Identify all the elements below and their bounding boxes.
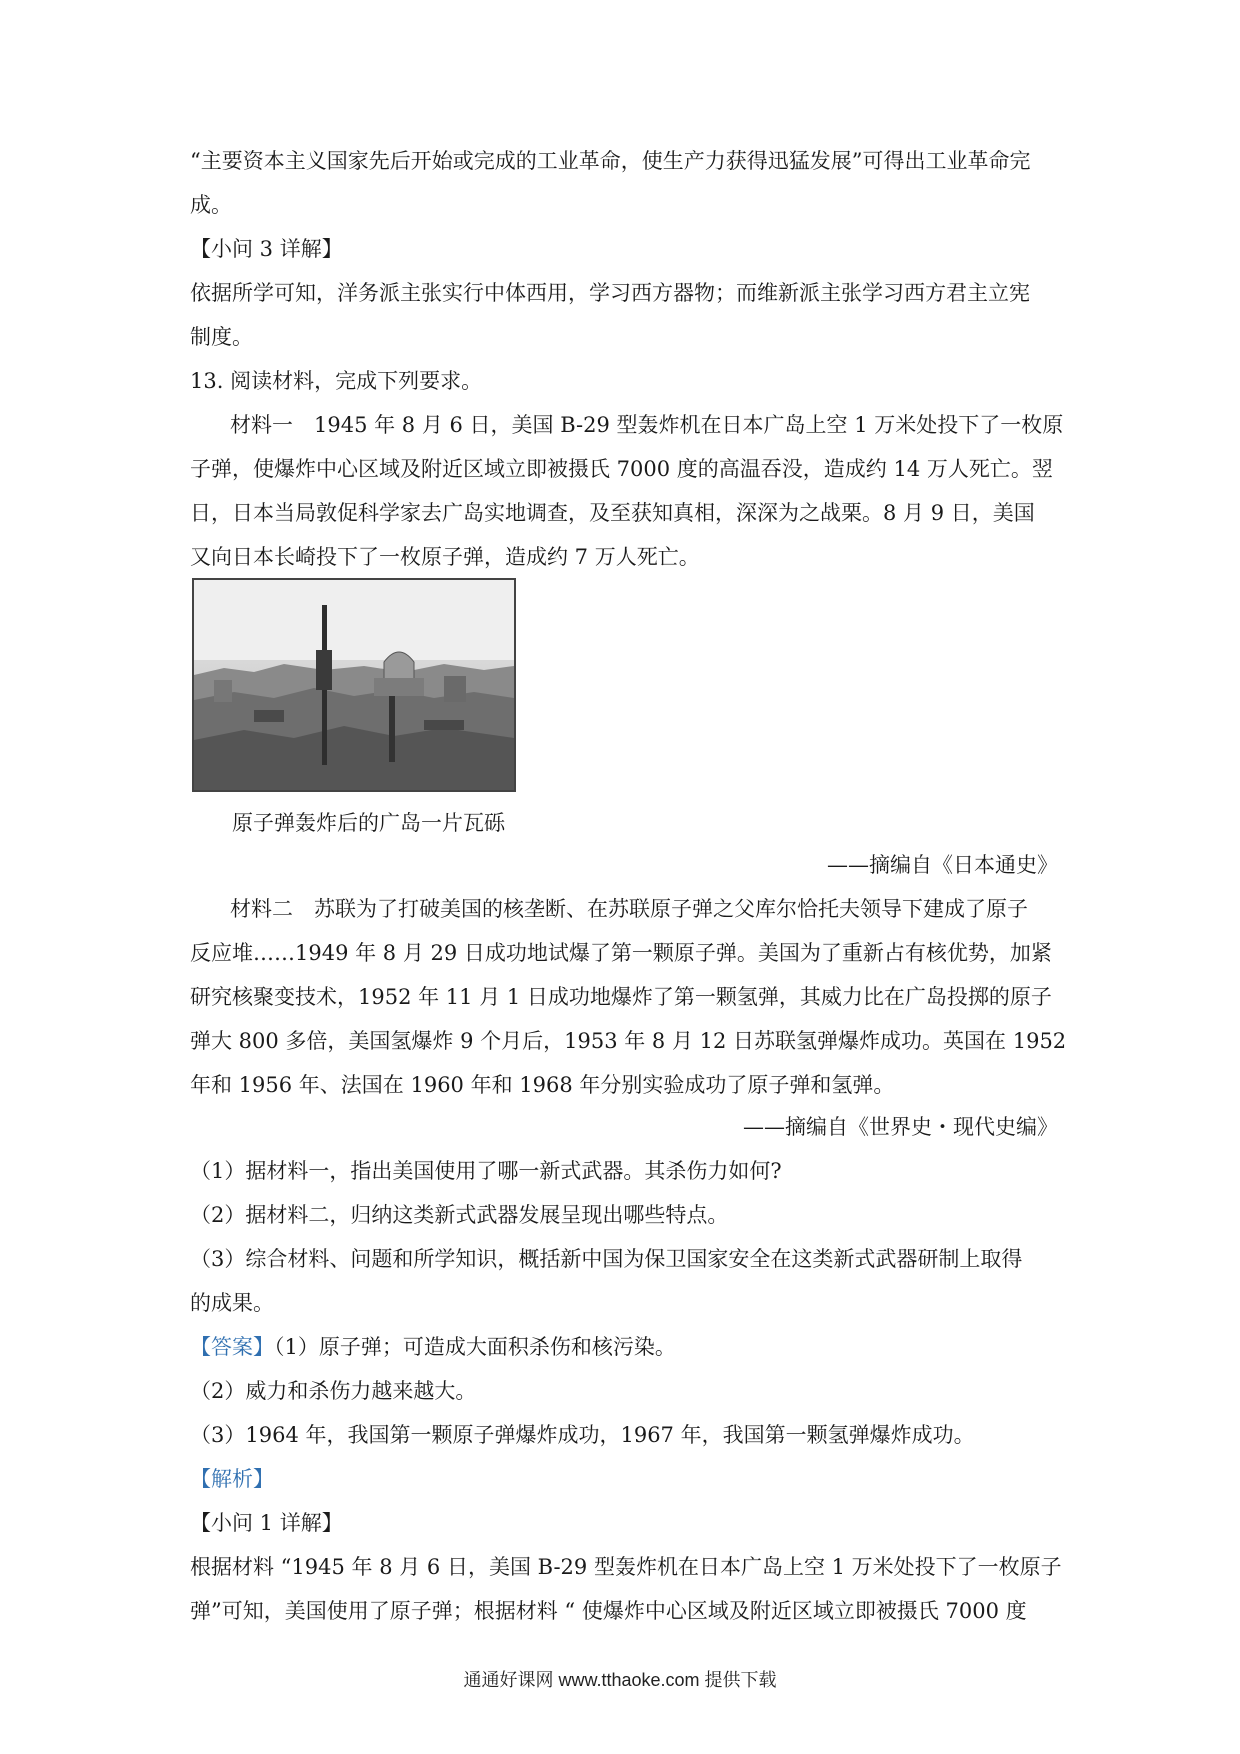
answer-label: 【答案】 bbox=[190, 1335, 274, 1359]
analysis-line: 根据材料 “1945 年 8 月 6 日，美国 B-29 型轰炸机在日本广岛上空 1 万米处投下了一枚原子 bbox=[190, 1555, 1062, 1579]
hiroshima-ruins-photo bbox=[192, 578, 516, 792]
material-two-line: 弹大 800 多倍，美国氢爆炸 9 个月后，1953 年 8 月 12 日苏联氢弹爆炸成功。英国在 1952 bbox=[190, 1029, 1067, 1053]
material-two-line: 反应堆……1949 年 8 月 29 日成功地试爆了第一颗原子弹。美国为了重新占有核优势，加紧 bbox=[190, 941, 1052, 965]
material-two-line: 研究核聚变技术，1952 年 11 月 1 日成功地爆炸了第一颗氢弹，其威力比在广岛投掷的原子 bbox=[190, 985, 1052, 1009]
text-line: “主要资本主义国家先后开始或完成的工业革命，使生产力获得迅猛发展”可得出工业革命完 bbox=[190, 149, 1031, 173]
material-two-line: 材料二 苏联为了打破美国的核垄断、在苏联原子弹之父库尔恰托夫领导下建成了原子 bbox=[230, 897, 1028, 921]
analysis-label: 【解析】 bbox=[190, 1467, 274, 1491]
photo-illustration bbox=[194, 580, 514, 790]
material-two-line: 年和 1956 年、法国在 1960 年和 1968 年分别实验成功了原子弹和氢弹。 bbox=[190, 1073, 895, 1097]
material-one-line: 又向日本长崎投下了一枚原子弹，造成约 7 万人死亡。 bbox=[190, 545, 700, 569]
text-line: 依据所学可知，洋务派主张实行中体西用，学习西方器物；而维新派主张学习西方君主立宪 bbox=[190, 281, 1030, 305]
question-line: （2）据材料二，归纳这类新式武器发展呈现出哪些特点。 bbox=[190, 1203, 729, 1227]
subquestion-heading: 【小问 1 详解】 bbox=[190, 1511, 343, 1535]
material-one-line: 日，日本当局敦促科学家去广岛实地调查，及至获知真相，深深为之战栗。8 月 9 日，美国 bbox=[190, 501, 1035, 525]
text-line: 制度。 bbox=[190, 325, 253, 349]
source-citation: ——摘编自《日本通史》 bbox=[827, 853, 1058, 877]
answer-text: （1）原子弹；可造成大面积杀伤和核污染。 bbox=[274, 1335, 676, 1359]
subquestion-heading: 【小问 3 详解】 bbox=[190, 237, 343, 261]
question-title: 13. 阅读材料，完成下列要求。 bbox=[190, 369, 483, 393]
material-one-line: 子弹，使爆炸中心区域及附近区域立即被摄氏 7000 度的高温吞没，造成约 14 万人死亡。翌 bbox=[190, 457, 1053, 481]
answer-line bbox=[190, 1332, 1060, 1362]
question-line: （1）据材料一，指出美国使用了哪一新式武器。其杀伤力如何? bbox=[190, 1159, 782, 1183]
material-one-line: 材料一 1945 年 8 月 6 日，美国 B-29 型轰炸机在日本广岛上空 1 万米处投下了一枚原 bbox=[230, 413, 1064, 437]
analysis-line: 弹”可知，美国使用了原子弹；根据材料 “ 使爆炸中心区域及附近区域立即被摄氏 7000 度 bbox=[190, 1599, 1027, 1623]
question-line: 的成果。 bbox=[190, 1291, 274, 1315]
answer-line: （3）1964 年，我国第一颗原子弹爆炸成功，1967 年，我国第一颗氢弹爆炸成功。 bbox=[190, 1423, 975, 1447]
source-citation: ——摘编自《世界史・现代史编》 bbox=[743, 1115, 1058, 1139]
photo-caption: 原子弹轰炸后的广岛一片瓦砾 bbox=[232, 811, 505, 835]
footer-watermark: 通通好课网 www.tthaoke.com 提供下载 bbox=[463, 1670, 777, 1690]
text-line: 成。 bbox=[190, 193, 232, 217]
answer-line: （2）威力和杀伤力越来越大。 bbox=[190, 1379, 477, 1403]
question-line: （3）综合材料、问题和所学知识，概括新中国为保卫国家安全在这类新式武器研制上取得 bbox=[190, 1247, 1023, 1271]
